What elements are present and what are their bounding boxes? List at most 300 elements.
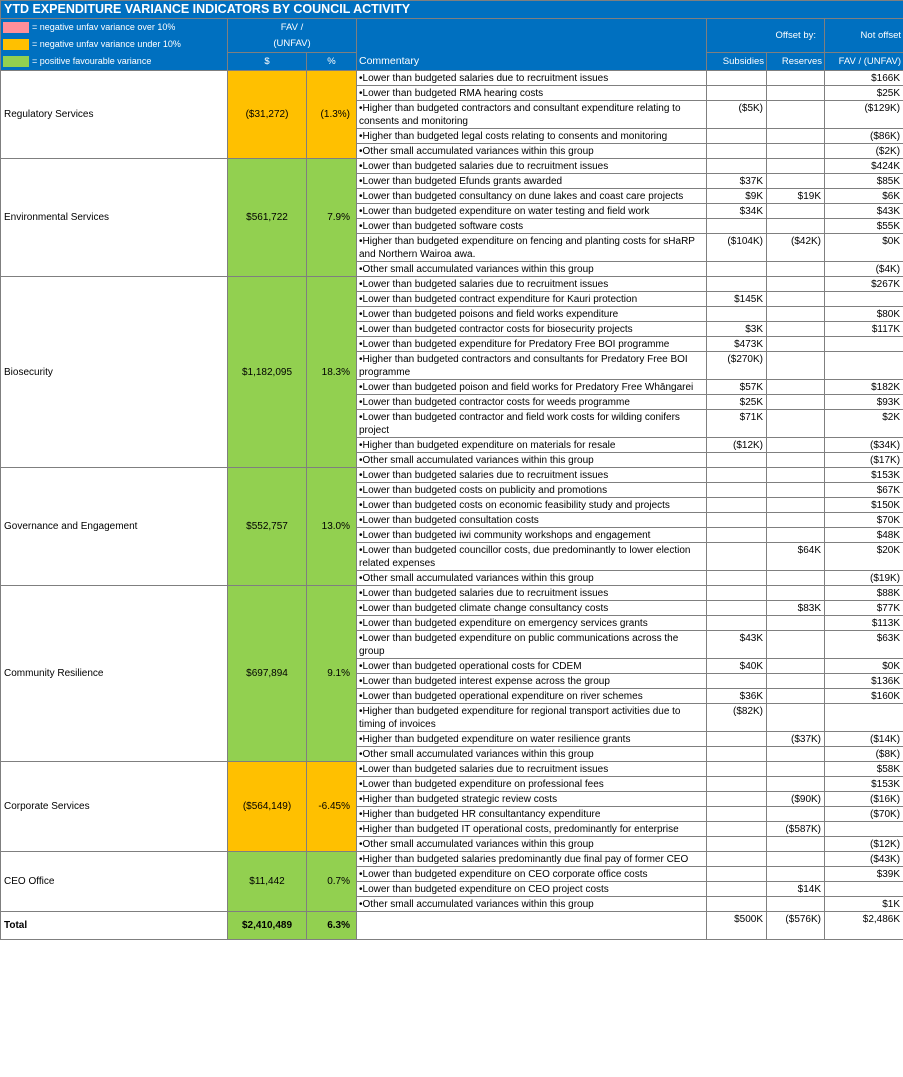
reserves-value (767, 528, 825, 543)
not-offset-value: ($86K) (825, 129, 903, 144)
subsidies-value (707, 219, 767, 234)
not-offset-value: $80K (825, 307, 903, 322)
commentary-item (357, 498, 707, 513)
not-offset-value: ($19K) (825, 571, 903, 586)
variance-percent: 18.3% (307, 277, 357, 468)
commentary-item (357, 234, 707, 262)
commentary-text: • Lower than budgeted salaries due to recruitment issues (359, 279, 608, 290)
subsidies-value: $57K (707, 380, 767, 395)
commentary-item (357, 159, 707, 174)
commentary-item (357, 867, 707, 882)
not-offset-value: ($16K) (825, 792, 903, 807)
commentary-item (357, 747, 707, 762)
reserves-value: $19K (767, 189, 825, 204)
reserves-value: ($587K) (767, 822, 825, 837)
activity-name: Community Resilience (1, 586, 228, 762)
reserves-value: $83K (767, 601, 825, 616)
subsidies-value: $40K (707, 659, 767, 674)
not-offset-value (825, 882, 903, 897)
reserves-value (767, 453, 825, 468)
subsidies-value (707, 867, 767, 882)
subsidies-value: $3K (707, 322, 767, 337)
reserves-value (767, 352, 825, 380)
reserves-value (767, 837, 825, 852)
commentary-text: • Higher than budgeted contractors and consultant expenditure relating to consents and monitoring (359, 103, 681, 127)
reserves-value (767, 674, 825, 689)
commentary-text: • Higher than budgeted expenditure on fencing and planting costs for sHaRP and Northern Wairoa awa. (359, 236, 695, 260)
not-offset-value: ($70K) (825, 807, 903, 822)
subsidies-value (707, 129, 767, 144)
subsidies-value (707, 71, 767, 86)
subsidies-value: $145K (707, 292, 767, 307)
subsidies-value: ($12K) (707, 438, 767, 453)
not-offset-value (825, 292, 903, 307)
not-offset-value: $1K (825, 897, 903, 912)
not-offset-value (825, 352, 903, 380)
table-row (1, 852, 903, 867)
subsidies-value: $43K (707, 631, 767, 659)
commentary-item (357, 277, 707, 292)
commentary-text: • Lower than budgeted salaries due to recruitment issues (359, 764, 608, 775)
reserves-value (767, 410, 825, 438)
subsidies-value: $36K (707, 689, 767, 704)
commentary-item (357, 528, 707, 543)
commentary-text: • Lower than budgeted salaries due to recruitment issues (359, 470, 608, 481)
variance-percent: 13.0% (307, 468, 357, 586)
subsidies-value (707, 732, 767, 747)
reserves-header: Reserves (767, 53, 825, 71)
activity-name: Environmental Services (1, 159, 228, 277)
not-offset-value: $6K (825, 189, 903, 204)
commentary-item (357, 689, 707, 704)
table-row (1, 71, 903, 86)
commentary-text: • Other small accumulated variances within this group (359, 146, 594, 157)
commentary-text: • Lower than budgeted salaries due to recruitment issues (359, 588, 608, 599)
table-row (1, 277, 903, 292)
reserves-value (767, 777, 825, 792)
commentary-text: • Higher than budgeted IT operational costs, predominantly for enterprise (359, 824, 679, 835)
legend-swatch-orange (3, 39, 29, 50)
subsidies-value: ($5K) (707, 101, 767, 129)
commentary-text: • Lower than budgeted operational expenditure on river schemes (359, 691, 643, 702)
reserves-value (767, 307, 825, 322)
subsidies-value (707, 513, 767, 528)
variance-percent: (1.3%) (307, 71, 357, 159)
commentary-item (357, 631, 707, 659)
commentary-item (357, 307, 707, 322)
commentary-item (357, 543, 707, 571)
reserves-value (767, 129, 825, 144)
fav-unfav-col-header: FAV / (UNFAV) (825, 53, 903, 71)
commentary-item (357, 659, 707, 674)
subsidies-value (707, 747, 767, 762)
commentary-item (357, 792, 707, 807)
activity-name: Corporate Services (1, 762, 228, 852)
report-title: YTD EXPENDITURE VARIANCE INDICATORS BY COUNCIL ACTIVITY (1, 1, 903, 19)
activity-name: Governance and Engagement (1, 468, 228, 586)
commentary-item (357, 219, 707, 234)
reserves-value (767, 101, 825, 129)
commentary-text: • Lower than budgeted iwi community workshops and engagement (359, 530, 650, 541)
reserves-value (767, 144, 825, 159)
commentary-text: • Lower than budgeted contractor costs for biosecurity projects (359, 324, 633, 335)
not-offset-value: $0K (825, 234, 903, 262)
commentary-item (357, 601, 707, 616)
not-offset-value: $20K (825, 543, 903, 571)
subsidies-value: $71K (707, 410, 767, 438)
not-offset-value: $160K (825, 689, 903, 704)
reserves-value (767, 438, 825, 453)
commentary-text: • Lower than budgeted salaries due to recruitment issues (359, 73, 608, 84)
commentary-item (357, 395, 707, 410)
commentary-text: • Higher than budgeted HR consultantancy expenditure (359, 809, 600, 820)
commentary-text: • Other small accumulated variances within this group (359, 573, 594, 584)
variance-percent: 7.9% (307, 159, 357, 277)
offset-by-header: Offset by: (707, 19, 825, 53)
commentary-text: • Lower than budgeted expenditure on water testing and field work (359, 206, 649, 217)
subsidies-value (707, 159, 767, 174)
commentary-item (357, 468, 707, 483)
reserves-value (767, 747, 825, 762)
reserves-value (767, 380, 825, 395)
not-offset-value: $39K (825, 867, 903, 882)
subsidies-value (707, 792, 767, 807)
commentary-text: • Other small accumulated variances within this group (359, 455, 594, 466)
commentary-text: • Lower than budgeted councillor costs, due predominantly to lower election related expenses (359, 545, 691, 569)
variance-percent: -6.45% (307, 762, 357, 852)
reserves-value (767, 322, 825, 337)
subsidies-value (707, 674, 767, 689)
reserves-value (767, 262, 825, 277)
reserves-value (767, 631, 825, 659)
table-row (1, 468, 903, 483)
commentary-item (357, 822, 707, 837)
commentary-text: • Lower than budgeted expenditure on emergency services grants (359, 618, 648, 629)
total-percent: 6.3% (307, 912, 357, 940)
commentary-text: • Lower than budgeted expenditure on public communications across the group (359, 633, 678, 657)
table-row (1, 586, 903, 601)
table-row (1, 762, 903, 777)
reserves-value (767, 867, 825, 882)
not-offset-value: ($12K) (825, 837, 903, 852)
commentary-text: • Other small accumulated variances within this group (359, 749, 594, 760)
variance-amount: ($31,272) (228, 71, 307, 159)
commentary-item (357, 101, 707, 129)
reserves-value: $64K (767, 543, 825, 571)
not-offset-value: $48K (825, 528, 903, 543)
dollar-header: $ (228, 53, 307, 71)
reserves-value (767, 704, 825, 732)
legend-item: = negative unfav variance over 10% (1, 19, 227, 36)
commentary-item (357, 762, 707, 777)
commentary-item (357, 807, 707, 822)
legend-swatch-red (3, 22, 29, 33)
reserves-value (767, 498, 825, 513)
not-offset-value: $93K (825, 395, 903, 410)
not-offset-value: $267K (825, 277, 903, 292)
legend-swatch-green (3, 56, 29, 67)
commentary-text: • Lower than budgeted consultancy on dune lakes and coast care projects (359, 191, 683, 202)
not-offset-value: $150K (825, 498, 903, 513)
variance-amount: ($564,149) (228, 762, 307, 852)
percent-header: % (307, 53, 357, 71)
commentary-item (357, 380, 707, 395)
not-offset-value: ($4K) (825, 262, 903, 277)
commentary-text: • Lower than budgeted contract expenditure for Kauri protection (359, 294, 637, 305)
subsidies-value (707, 498, 767, 513)
subsidies-value: $34K (707, 204, 767, 219)
not-offset-value: ($34K) (825, 438, 903, 453)
total-row (1, 912, 903, 940)
commentary-item (357, 174, 707, 189)
not-offset-value: $424K (825, 159, 903, 174)
subsidies-value: ($82K) (707, 704, 767, 732)
not-offset-value: $85K (825, 174, 903, 189)
total-amount: $2,410,489 (228, 912, 307, 940)
not-offset-value (825, 337, 903, 352)
subsidies-value: $9K (707, 189, 767, 204)
reserves-value (767, 204, 825, 219)
subsidies-value (707, 882, 767, 897)
not-offset-value: ($129K) (825, 101, 903, 129)
activity-name: Biosecurity (1, 277, 228, 468)
reserves-value: ($42K) (767, 234, 825, 262)
subsidies-value (707, 852, 767, 867)
reserves-value (767, 468, 825, 483)
not-offset-value: $182K (825, 380, 903, 395)
reserves-value (767, 616, 825, 631)
variance-amount: $561,722 (228, 159, 307, 277)
not-offset-value (825, 704, 903, 732)
commentary-text: • Higher than budgeted legal costs relating to consents and monitoring (359, 131, 667, 142)
reserves-value (767, 277, 825, 292)
reserves-value (767, 159, 825, 174)
commentary-item (357, 352, 707, 380)
not-offset-value: $67K (825, 483, 903, 498)
not-offset-value: $117K (825, 322, 903, 337)
not-offset-value: $88K (825, 586, 903, 601)
subsidies-value (707, 483, 767, 498)
commentary-item (357, 189, 707, 204)
subsidies-value (707, 586, 767, 601)
commentary-text: • Lower than budgeted salaries due to recruitment issues (359, 161, 608, 172)
commentary-text: • Lower than budgeted RMA hearing costs (359, 88, 543, 99)
reserves-value: $14K (767, 882, 825, 897)
reserves-value (767, 219, 825, 234)
variance-amount: $1,182,095 (228, 277, 307, 468)
commentary-item (357, 292, 707, 307)
reserves-value (767, 513, 825, 528)
commentary-text: • Other small accumulated variances within this group (359, 899, 594, 910)
commentary-text: • Lower than budgeted software costs (359, 221, 523, 232)
variance-percent: 0.7% (307, 852, 357, 912)
commentary-item (357, 837, 707, 852)
subsidies-value (707, 616, 767, 631)
subsidies-value: $25K (707, 395, 767, 410)
commentary-text: • Lower than budgeted expenditure on professional fees (359, 779, 604, 790)
not-offset-value: $70K (825, 513, 903, 528)
reserves-value (767, 852, 825, 867)
not-offset-value: $55K (825, 219, 903, 234)
commentary-item (357, 513, 707, 528)
commentary-item (357, 897, 707, 912)
commentary-item (357, 86, 707, 101)
reserves-value (767, 292, 825, 307)
reserves-value (767, 337, 825, 352)
not-offset-value: ($43K) (825, 852, 903, 867)
not-offset-value: ($2K) (825, 144, 903, 159)
subsidies-value (707, 277, 767, 292)
subsidies-value (707, 837, 767, 852)
reserves-value (767, 86, 825, 101)
commentary-text: • Lower than budgeted expenditure on CEO project costs (359, 884, 609, 895)
not-offset-header: Not offset (825, 19, 903, 53)
commentary-item (357, 586, 707, 601)
not-offset-value: $113K (825, 616, 903, 631)
not-offset-value: $136K (825, 674, 903, 689)
not-offset-value: $0K (825, 659, 903, 674)
commentary-item (357, 704, 707, 732)
variance-amount: $11,442 (228, 852, 307, 912)
commentary-item (357, 882, 707, 897)
reserves-value (767, 571, 825, 586)
not-offset-value: $43K (825, 204, 903, 219)
commentary-text: • Lower than budgeted consultation costs (359, 515, 539, 526)
activity-name: CEO Office (1, 852, 228, 912)
commentary-item (357, 322, 707, 337)
commentary-text: • Lower than budgeted expenditure on CEO corporate office costs (359, 869, 648, 880)
commentary-text: • Other small accumulated variances within this group (359, 839, 594, 850)
reserves-value (767, 762, 825, 777)
commentary-text: • Higher than budgeted expenditure for regional transport activities due to timing of invoices (359, 706, 681, 730)
not-offset-value: $2K (825, 410, 903, 438)
reserves-value (767, 174, 825, 189)
reserves-value (767, 586, 825, 601)
commentary-item (357, 674, 707, 689)
commentary-text: • Lower than budgeted costs on publicity and promotions (359, 485, 607, 496)
not-offset-value: ($14K) (825, 732, 903, 747)
commentary-text: • Higher than budgeted strategic review costs (359, 794, 557, 805)
not-offset-value: $153K (825, 468, 903, 483)
subsidies-value (707, 86, 767, 101)
not-offset-value (825, 822, 903, 837)
commentary-item (357, 337, 707, 352)
commentary-text: • Lower than budgeted contractor costs for weeds programme (359, 397, 630, 408)
legend-item: = positive favourable variance (1, 53, 227, 70)
commentary-text: • Lower than budgeted operational costs for CDEM (359, 661, 582, 672)
subsidies-value (707, 601, 767, 616)
subsidies-value: $37K (707, 174, 767, 189)
not-offset-value: $63K (825, 631, 903, 659)
subsidies-value (707, 262, 767, 277)
subsidies-value (707, 777, 767, 792)
subsidies-value (707, 897, 767, 912)
commentary-item (357, 571, 707, 586)
subsidies-value (707, 528, 767, 543)
subsidies-value (707, 453, 767, 468)
reserves-value (767, 807, 825, 822)
commentary-item (357, 129, 707, 144)
commentary-item (357, 483, 707, 498)
commentary-item (357, 262, 707, 277)
reserves-value (767, 689, 825, 704)
commentary-header: Commentary (357, 19, 707, 71)
subsidies-value (707, 762, 767, 777)
subsidies-value (707, 307, 767, 322)
commentary-item (357, 453, 707, 468)
commentary-item (357, 616, 707, 631)
subsidies-value: ($104K) (707, 234, 767, 262)
reserves-value: ($37K) (767, 732, 825, 747)
commentary-item (357, 144, 707, 159)
table-row (1, 159, 903, 174)
variance-amount: $697,894 (228, 586, 307, 762)
subsidies-value: $473K (707, 337, 767, 352)
not-offset-value: $25K (825, 86, 903, 101)
commentary-item (357, 204, 707, 219)
commentary-item (357, 777, 707, 792)
subsidies-value (707, 144, 767, 159)
commentary-text: • Lower than budgeted Efunds grants awarded (359, 176, 562, 187)
total-reserves: ($576K) (767, 912, 825, 940)
reserves-value (767, 897, 825, 912)
not-offset-value: $166K (825, 71, 903, 86)
total-commentary (357, 912, 707, 940)
not-offset-value: $153K (825, 777, 903, 792)
reserves-value (767, 483, 825, 498)
reserves-value: ($90K) (767, 792, 825, 807)
variance-amount: $552,757 (228, 468, 307, 586)
legend-item: = negative unfav variance under 10% (1, 36, 227, 53)
subsidies-value (707, 543, 767, 571)
commentary-text: • Lower than budgeted expenditure for Predatory Free BOI programme (359, 339, 669, 350)
commentary-text: • Other small accumulated variances within this group (359, 264, 594, 275)
subsidies-value (707, 822, 767, 837)
total-label: Total (1, 912, 228, 940)
commentary-text: • Higher than budgeted expenditure on materials for resale (359, 440, 615, 451)
commentary-item (357, 852, 707, 867)
reserves-value (767, 395, 825, 410)
fav-unfav-header: FAV / (UNFAV) (228, 19, 357, 53)
commentary-text: • Higher than budgeted salaries predominantly due final pay of former CEO (359, 854, 688, 865)
commentary-text: • Lower than budgeted interest expense across the group (359, 676, 610, 687)
commentary-item (357, 71, 707, 86)
commentary-text: • Lower than budgeted poison and field works for Predatory Free Whāngarei (359, 382, 693, 393)
subsidies-value: ($270K) (707, 352, 767, 380)
commentary-text: • Higher than budgeted expenditure on water resilience grants (359, 734, 630, 745)
total-subsidies: $500K (707, 912, 767, 940)
commentary-item (357, 438, 707, 453)
total-not-offset: $2,486K (825, 912, 903, 940)
commentary-text: • Lower than budgeted contractor and field work costs for wilding conifers project (359, 412, 680, 436)
commentary-text: • Lower than budgeted climate change consultancy costs (359, 603, 608, 614)
commentary-item (357, 732, 707, 747)
not-offset-value: ($8K) (825, 747, 903, 762)
commentary-text: • Lower than budgeted poisons and field works expenditure (359, 309, 618, 320)
subsidies-value (707, 807, 767, 822)
legend (1, 19, 228, 71)
subsidies-value (707, 468, 767, 483)
commentary-text: • Higher than budgeted contractors and consultants for Predatory Free BOI programme (359, 354, 688, 378)
reserves-value (767, 659, 825, 674)
subsidies-value (707, 571, 767, 586)
variance-percent: 9.1% (307, 586, 357, 762)
commentary-item (357, 410, 707, 438)
commentary-text: • Lower than budgeted costs on economic feasibility study and projects (359, 500, 670, 511)
not-offset-value: $58K (825, 762, 903, 777)
not-offset-value: ($17K) (825, 453, 903, 468)
reserves-value (767, 71, 825, 86)
